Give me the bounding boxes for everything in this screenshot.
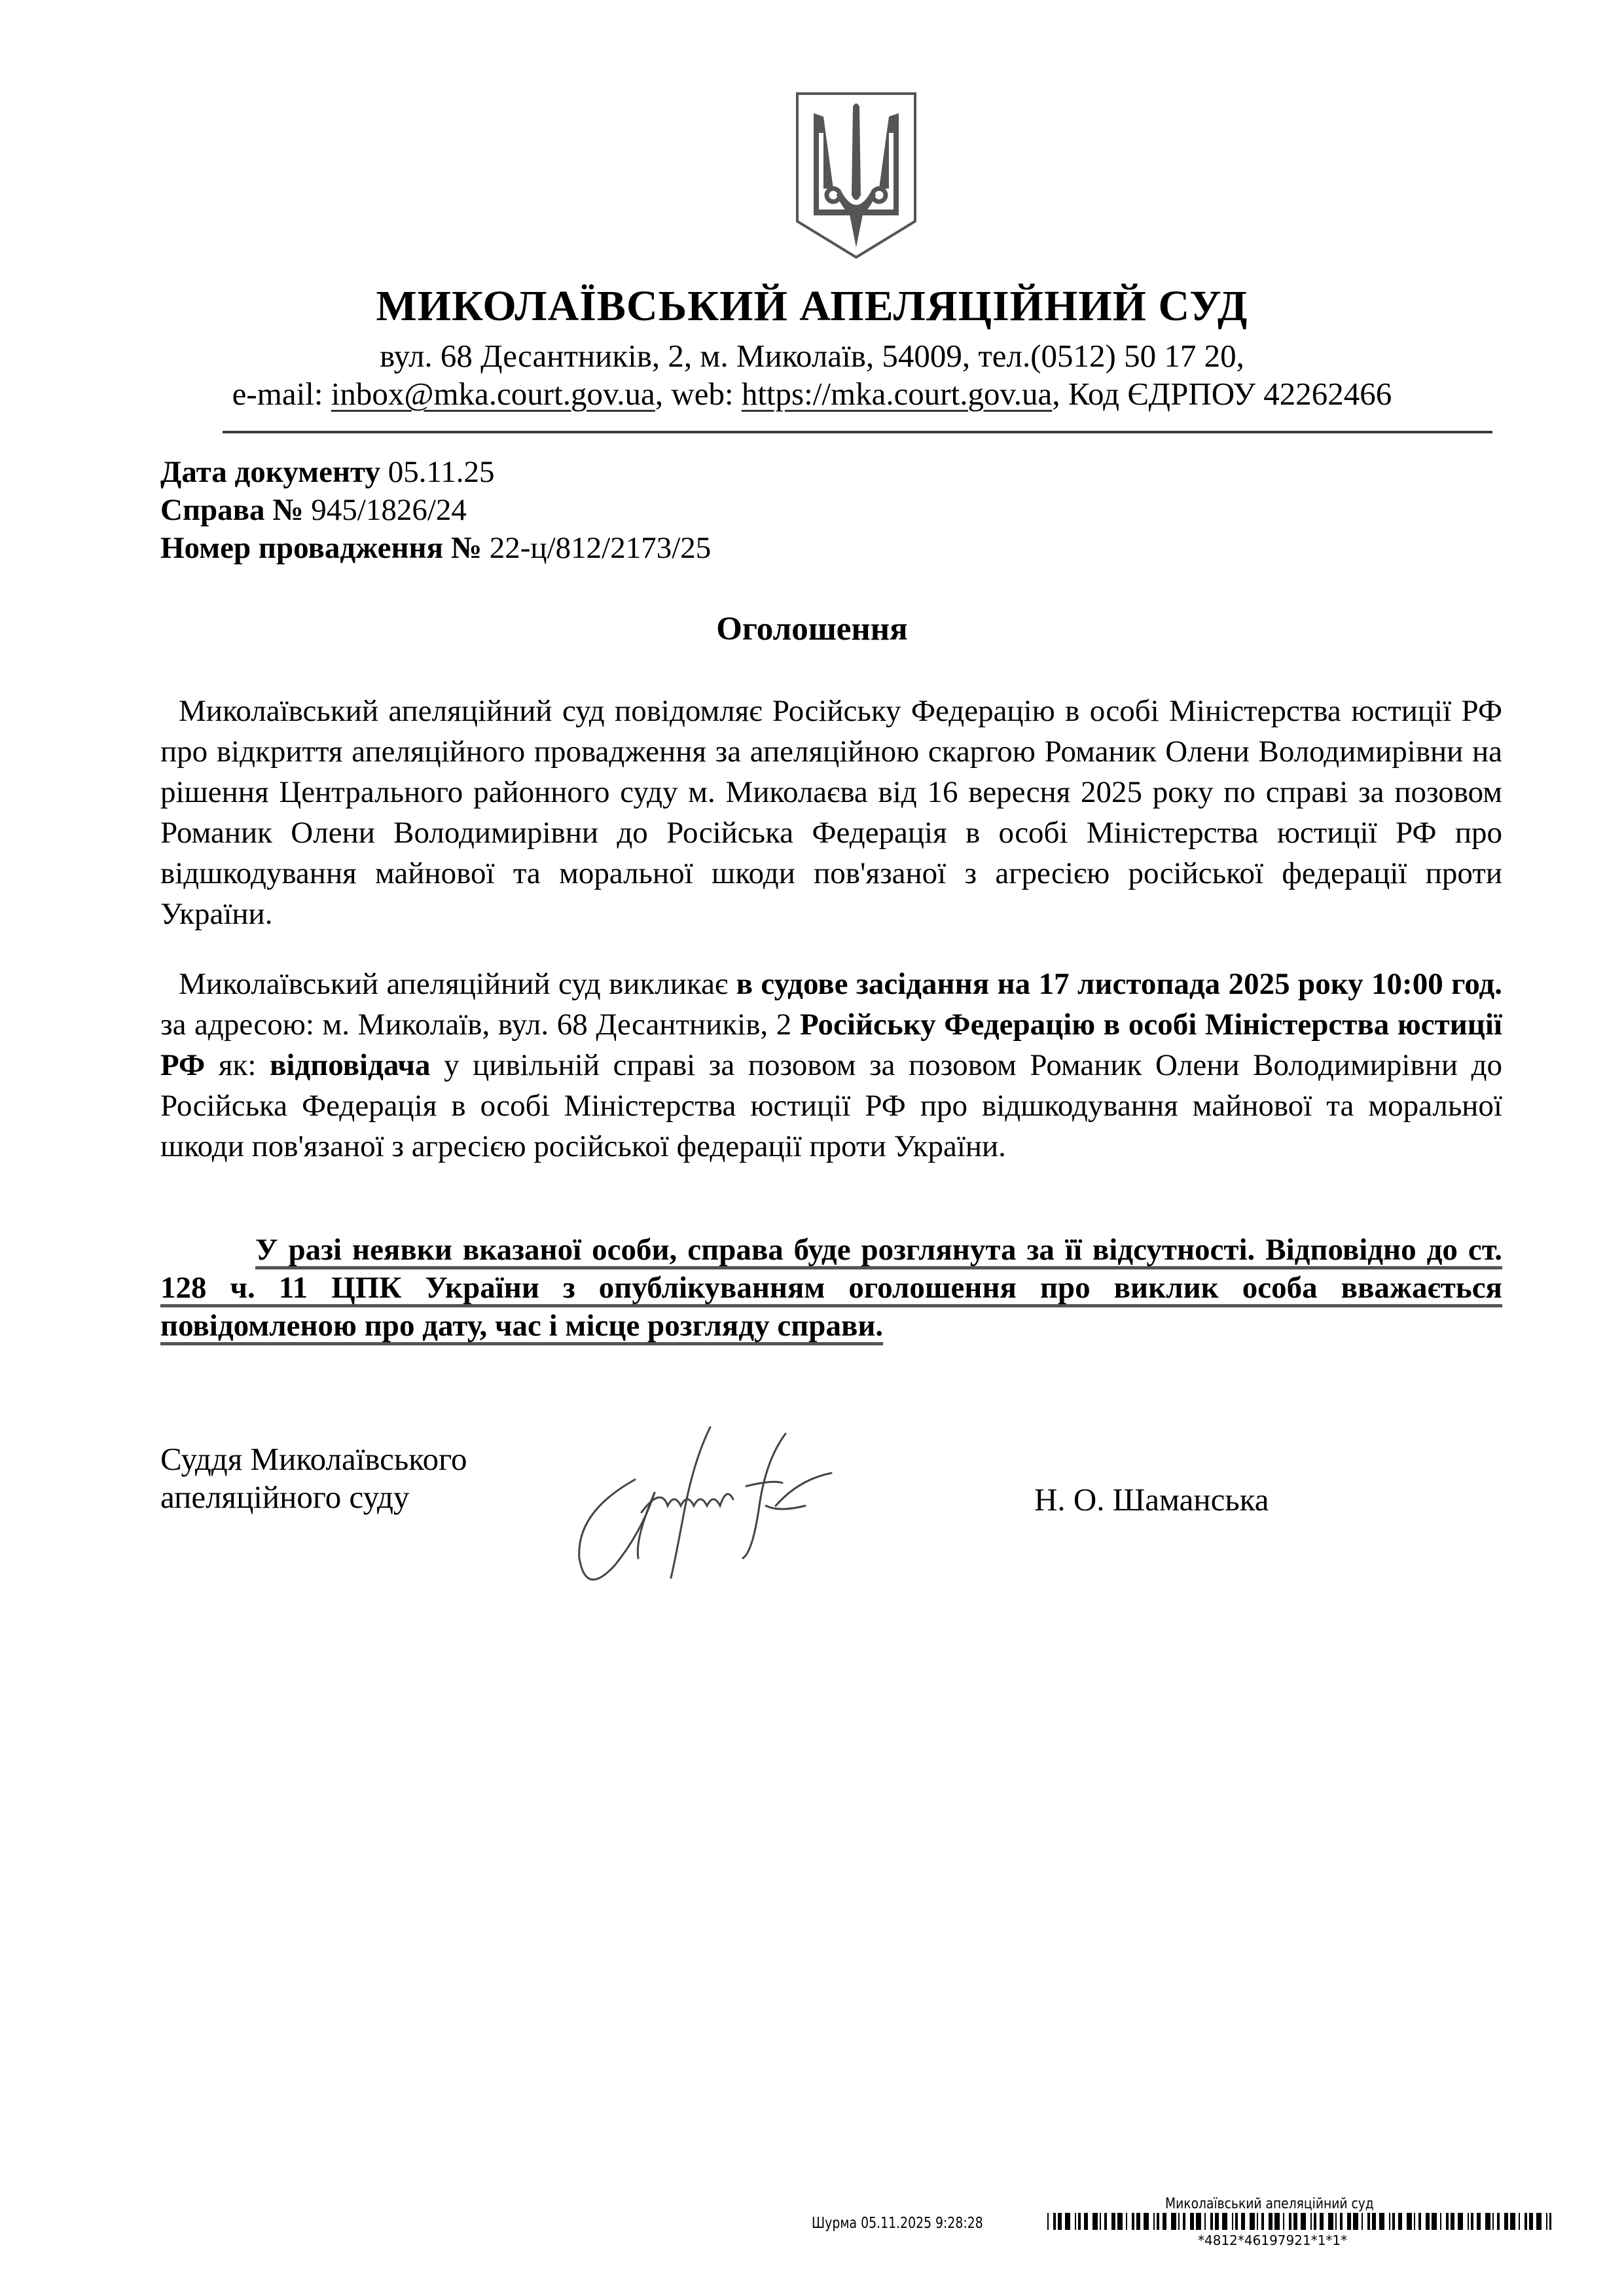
judge-name: Н. О. Шаманська	[1034, 1482, 1269, 1518]
barcode-number: *4812*46197921*1*1*	[1198, 2232, 1348, 2248]
proceeding-number-label: Номер провадження №	[160, 531, 482, 565]
defendant-role: відповідача	[270, 1048, 431, 1082]
edrpou-code: , Код ЄДРПОУ 42262466	[1052, 376, 1392, 412]
judge-title-line-2: апеляційного суду	[160, 1479, 410, 1515]
proceeding-number-value: 22-ц/812/2173/25	[482, 531, 712, 565]
absence-notice-paragraph: У разі неявки вказаної особи, справа буде розглянута за її відсутності. Відповідно до ст. 128 ч. 11 ЦПК України з опублікуванням оголошення про виклик особа вважається повідомленою про дату, час і місце розгляду справи.	[160, 1233, 1502, 1343]
announcement-heading: Оголошення	[716, 611, 908, 647]
case-number-value: 945/1826/24	[303, 493, 467, 527]
document-date-label: Дата документу	[160, 455, 381, 489]
document-date-value: 05.11.25	[380, 455, 495, 489]
document-date	[160, 454, 495, 490]
hearing-date: в судове засідання на 17 листопада 2025 року 10:00 год.	[736, 967, 1502, 1001]
case-description: у цивільній справі за позовом за позовом Романик Олени Володимирівни до Російська Федерація в особі Міністерства юстиції РФ про відшкодування майнової та моральної шкоди пов'язаної з агресією російської федерації проти України.	[160, 1048, 1502, 1163]
hearing-address: за адресою: м. Миколаїв, вул. 68 Десантників, 2	[160, 1008, 800, 1042]
role-label: як:	[205, 1048, 270, 1082]
email-label: e-mail:	[232, 376, 331, 412]
court-name-heading: МИКОЛАЇВСЬКИЙ АПЕЛЯЦІЙНИЙ СУД	[376, 282, 1248, 330]
court-contacts	[0, 375, 1624, 412]
case-number	[160, 492, 467, 528]
announcement-paragraph-1: Миколаївський апеляційний суд повідомляє Російську Федерацію в особі Міністерства юстиції РФ про відкриття апеляційного провадження за апеляційною скаргою Романик Олени Володимирівни на рішення Центрального районного суду м. Миколаєва від 16 вересня 2025 року по справі за позовом Романик Олени Володимирівни до Російська Федерація в особі Міністерства юстиції РФ про відшкодування майнової та моральної шкоди пов'язаної з агресією російської федерації проти України.	[160, 694, 1502, 931]
case-number-label: Справа №	[160, 493, 304, 527]
email-link[interactable]: inbox@mka.court.gov.ua	[331, 376, 655, 412]
stamp-user-timestamp: Шурма 05.11.2025 9:28:28	[812, 2215, 983, 2232]
stamp-court-name: Миколаївський апеляційний суд	[1165, 2196, 1374, 2212]
web-label: , web:	[655, 376, 742, 412]
defendant-name: Російську Федерацію в особі Міністерства юстиції РФ	[160, 1008, 1502, 1082]
announcement-paragraph-2	[160, 964, 1502, 1167]
court-address: вул. 68 Десантників, 2, м. Миколаїв, 54009, тел.(0512) 50 17 20,	[380, 338, 1244, 374]
website-link[interactable]: https://mka.court.gov.ua	[741, 376, 1053, 412]
barcode-icon	[1047, 2213, 1551, 2230]
header-divider	[223, 431, 1492, 433]
proceeding-number	[160, 530, 711, 566]
judge-title-line-1: Суддя Миколаївського	[160, 1441, 467, 1477]
coat-of-arms-icon	[794, 90, 918, 261]
summons-text: Миколаївський апеляційний суд викликає	[179, 967, 736, 1001]
handwritten-signature-icon	[563, 1408, 1021, 1604]
